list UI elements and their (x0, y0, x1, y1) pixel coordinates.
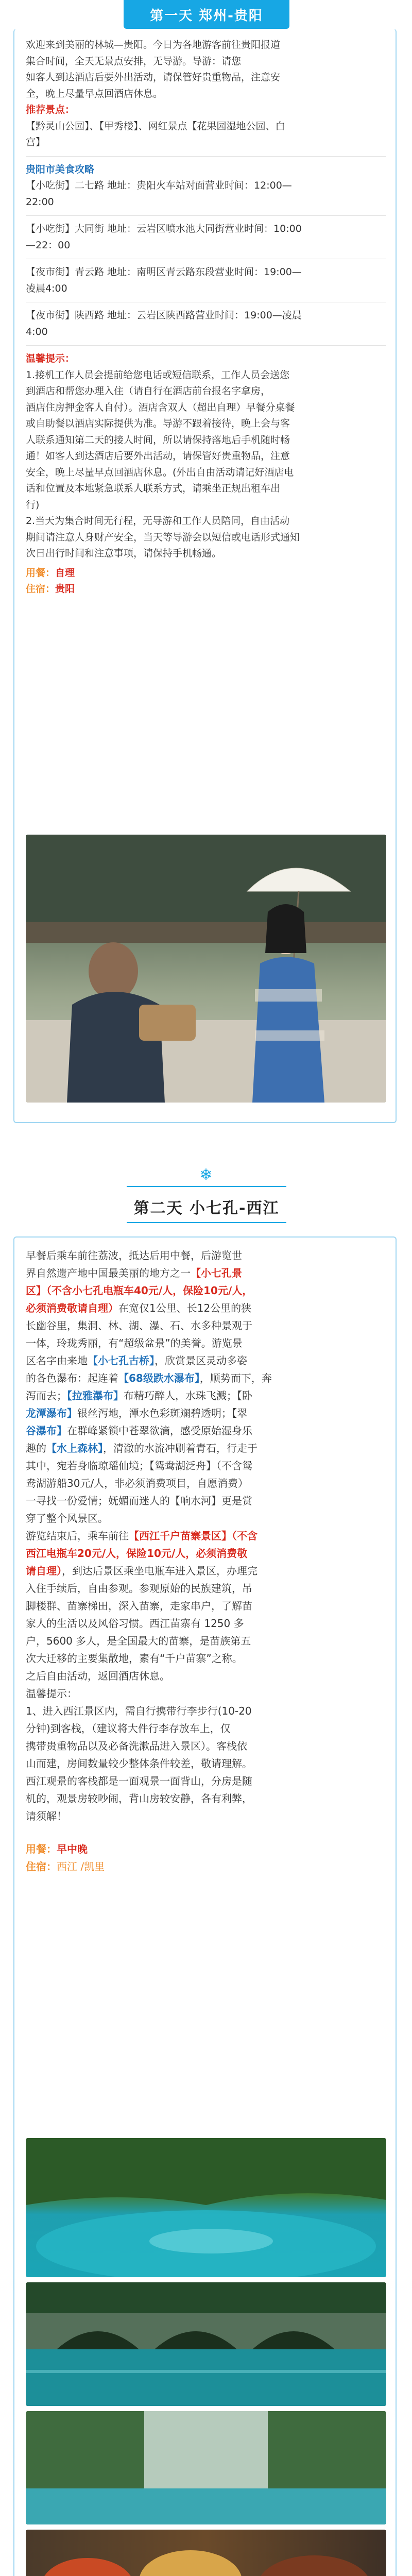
day2-line-text: 请自理） (26, 1565, 62, 1577)
food-1: 【小吃街】二七路 地址：贵阳火车站对面营业时间：12:00— (26, 180, 292, 191)
day2-line-text: 布精巧醉人，水珠飞溅；【卧 (124, 1389, 252, 1402)
day1-intro-3: 如客人到达酒店后要外出活动，请保管好贵重物品，注意安 (26, 72, 281, 83)
day2-line (26, 1404, 386, 1422)
tip-11: 期间请注意人身财产安全，当天等导游会以短信或电话形式通知 (26, 531, 300, 543)
day2-line-text: 必须消费敬请自理） (26, 1302, 118, 1314)
tip-9: 行) (26, 499, 40, 511)
day2-tip-5: 西江观景的客栈都是一面观景一面背山，分房是随 (26, 1775, 252, 1787)
divider (26, 215, 386, 216)
day2-line (26, 1422, 386, 1439)
day2-line (26, 1597, 386, 1615)
day2-line-text: 游览结束后，乘车前往 (26, 1530, 129, 1542)
stay-label: 住宿： (26, 583, 56, 595)
day2-stay-label: 住宿： (26, 1860, 57, 1873)
day2-line-text: 一体，玲珑秀丽，有“超级盆景”的美誉。游览景 (26, 1337, 243, 1349)
day2-line-text: 一寻找一份爱情；妩媚而迷人的【响水河】更是赏 (26, 1495, 252, 1507)
day2-line-highlight: ，到达后景区乘坐电瓶车进入景区，办理完 (62, 1565, 258, 1577)
food-grid (26, 2530, 386, 2576)
food-photo (26, 2530, 386, 2576)
divider (26, 345, 386, 346)
day2-line-text: 脚楼群、苗寨梯田，深入苗寨，走家串户，了解苗 (26, 1600, 252, 1612)
day2-title-rule-bottom (127, 1222, 286, 1223)
food-5: 【夜市街】青云路 地址：南明区青云路东段营业时间：19:00— (26, 266, 302, 278)
day2-line-text: 家人的生活以及风俗习惯。西江苗寨有 1250 多 (26, 1617, 244, 1630)
day2-line (26, 1369, 386, 1387)
day2-line (26, 1352, 386, 1369)
lake-scene (26, 2138, 386, 2277)
day2-tips-label: 温馨提示： (26, 1687, 77, 1700)
day2-meal (26, 1840, 386, 1858)
day2-line (26, 1510, 386, 1527)
snowflake-icon: ❄ (199, 1166, 213, 1184)
day2-tip-6: 机的，观景房较吵闹，背山房较安静，各有利弊， (26, 1792, 252, 1805)
day2-line (26, 1334, 386, 1352)
day2-line-text: 区】（不含小七孔电瓶车40元/人，保险10元/人， (26, 1284, 253, 1297)
tip-6: 通！如客人到达酒店后要外出活动，请保管好贵重物品，注意 (26, 450, 290, 462)
day2-line (26, 1247, 386, 1264)
day2-line-text: 谷瀑布】 (26, 1425, 67, 1437)
food-3: 【小吃街】大同街 地址：云岩区喷水池大同街营业时间：10:00 (26, 223, 302, 234)
day2-line-text: ，清澈的水流冲刷着青石，行走于 (103, 1442, 258, 1454)
day2-line (26, 1650, 386, 1667)
lake-photo (26, 2138, 386, 2277)
day2-line (26, 1492, 386, 1510)
tip-1: 1.接机工作人员会提前给您电话或短信联系，工作人员会送您 (26, 369, 290, 381)
recommend-label: 推荐景点： (26, 104, 75, 115)
day2-meal-value: 早中晚 (57, 1843, 88, 1855)
day2-line-highlight: 在宽仅1公里、长12公里的狭 (118, 1302, 252, 1314)
day2-tip-2: 分钟)到客栈，（建议将大件行李存放车上，仅 (26, 1722, 231, 1735)
day1-meal (26, 565, 386, 582)
day2-line (26, 1632, 386, 1650)
day2-line-text: 西江电瓶车20元/人，保险10元/人，必须消费敬 (26, 1547, 248, 1560)
day1-intro-1: 欢迎来到美丽的林城—贵阳。今日为各地游客前往贵阳报道 (26, 39, 281, 50)
day2-line-text: 其中，宛若身临琼瑶仙境；【鸳鸯湖泛舟】（不含鸳 (26, 1460, 252, 1472)
food-row-1 (26, 2530, 386, 2576)
day2-line (26, 1667, 386, 1685)
day2-line-text: 的各色瀑布：起连着 (26, 1372, 118, 1384)
day2-line (26, 1264, 386, 1282)
day2-line-highlight: 【小七孔景 (191, 1267, 242, 1279)
day2-line-highlight: 【水上森林】 (46, 1442, 103, 1454)
day1-intro-2: 集合时间，全天无景点安排，无导游。导游：请您 (26, 55, 242, 67)
day2-line (26, 1562, 386, 1580)
meal-value: 自理 (55, 567, 75, 579)
day2-line-text: 鸯湖游船30元/人，非必须消费项目，自愿消费） (26, 1477, 249, 1489)
food-6: 凌晨4:00 (26, 282, 67, 294)
day2-tip-4: 山而建，房间数量较少整体条件较差，敬请理解。 (26, 1757, 252, 1770)
recommend-2: 宫】 (26, 137, 46, 148)
day2-line (26, 1387, 386, 1404)
bridge-scene (26, 2282, 386, 2406)
day2-tip-1: 1、进入西江景区内，需自行携带行李步行(10-20 (26, 1705, 252, 1717)
day2-line-text: 户，5600 多人，是全国最大的苗寨，是苗族第五 (26, 1635, 251, 1647)
tip-10: 2.当天为集合时间无行程，无导游和工作人员陪同，自由活动 (26, 515, 290, 527)
day1-header: 第一天 郑州-贵阳 (124, 0, 289, 29)
day2-line-text: 区名字由来地 (26, 1354, 88, 1367)
food-7: 【夜市街】陕西路 地址：云岩区陕西路营业时间：19:00—凌晨 (26, 310, 302, 321)
day2-line (26, 1615, 386, 1632)
day2-header: 第二天 小七孔-西江 (133, 1199, 280, 1217)
day2-line-highlight: 【西江千户苗寨景区】（不含 (129, 1530, 258, 1542)
tip-3: 酒店住房押金客人自付）。酒店含双人（超出自理）早餐分桌餐 (26, 401, 295, 413)
day2-line (26, 1580, 386, 1597)
day2-stay (26, 1858, 386, 1875)
day2-line-text: 之后自由活动，返回酒店休息。 (26, 1670, 170, 1682)
day2-line-text: 趣的 (26, 1442, 46, 1454)
day2-line-text: ，欣赏景区灵动多姿 (154, 1354, 247, 1367)
day2-line (26, 1527, 386, 1545)
food-label: 贵阳市美食攻略 (26, 163, 95, 175)
day2-line (26, 1545, 386, 1562)
day2-line-text: 入住手续后，自由参观。参观原始的民族建筑，吊 (26, 1582, 252, 1595)
day2-line-text: 长幽谷里，集洞、林、湖、瀑、石、水多种景观于 (26, 1319, 252, 1332)
day2-line-highlight: 【68级跌水瀑布】 (118, 1372, 200, 1384)
meal-label: 用餐： (26, 567, 56, 579)
day2-line-text: 穿了整个风景区。 (26, 1512, 108, 1524)
day2-tip-3: 携带贵重物品以及必备洗漱品进入景区）。客栈依 (26, 1740, 247, 1752)
day2-title-rule-top (127, 1186, 286, 1187)
day2-line-highlight: 银丝泻地，潭水色彩斑斓碧透明；【翠 (77, 1407, 247, 1419)
day2-line-text: 早餐后乘车前往荔波，抵达后用中餐，后游览世 (26, 1249, 242, 1262)
waterfall-scene (26, 2411, 386, 2524)
day2-meal-label: 用餐： (26, 1843, 57, 1855)
day1-intro-4: 全，晚上尽量早点回酒店休息。 (26, 88, 163, 99)
divider (26, 156, 386, 157)
tips-label: 温馨提示： (26, 353, 75, 364)
day2-line (26, 1475, 386, 1492)
recommend-1: 【黔灵山公园】、【甲秀楼】、网红景点【花果园湿地公园、白 (26, 120, 285, 132)
food-2: 22:00 (26, 196, 54, 208)
day2-line-highlight: 【拉雅瀑布】 (67, 1389, 124, 1402)
day2-line-text: 界自然遗产地中国最美丽的地方之一 (26, 1267, 191, 1279)
day2-line-text: 龙潭瀑布】 (26, 1407, 77, 1419)
day1-text (26, 37, 386, 598)
day2-line (26, 1282, 386, 1299)
day2-text (26, 1247, 386, 1875)
photo-scene (26, 835, 386, 1103)
tip-8: 话和位置及本地紧急联系人联系方式，请乘坐正规出租车出 (26, 483, 281, 494)
stay-value: 贵阳 (55, 583, 75, 595)
food-8: 4:00 (26, 326, 48, 337)
day2-line-text: 泻而去； (26, 1389, 67, 1402)
bridge-photo (26, 2282, 386, 2406)
food-4: —22：00 (26, 239, 71, 251)
day2-line-text: 次大迁移的主要集散地，素有“千户苗寨”之称。 (26, 1652, 243, 1665)
day1-photo (26, 835, 386, 1103)
day2-line (26, 1299, 386, 1317)
day2-para2 (26, 1527, 386, 1685)
day2-line-highlight: 【小七孔古桥】 (88, 1354, 154, 1367)
day2-tip-7: 请须解！ (26, 1810, 67, 1822)
day2-line (26, 1439, 386, 1457)
day2-line-highlight: 在群峰紧锁中苍翠欲滴，感受原始湿身乐 (67, 1425, 252, 1437)
day2-line (26, 1317, 386, 1334)
tip-2: 到酒店和帮您办理入住（请自行在酒店前台报名字拿房， (26, 385, 271, 397)
tip-7: 安全，晚上尽量早点回酒店休息。(外出自由活动请记好酒店电 (26, 466, 294, 478)
day1-stay (26, 581, 386, 598)
waterfall-photo (26, 2411, 386, 2524)
day2-para1 (26, 1247, 386, 1527)
day2-line (26, 1457, 386, 1475)
tip-4: 或自助餐以酒店实际提供为准。导游不跟着接待，晚上会与客 (26, 418, 290, 429)
tip-12: 次日出行时间和注意事项，请保持手机畅通。 (26, 548, 222, 559)
tip-5: 人联系通知第二天的接人时间，所以请保持落地后手机随时畅 (26, 434, 290, 446)
day2-line-text: ，顺势而下，奔 (199, 1372, 272, 1384)
day2-stay-value: 西江 /凯里 (57, 1860, 105, 1873)
